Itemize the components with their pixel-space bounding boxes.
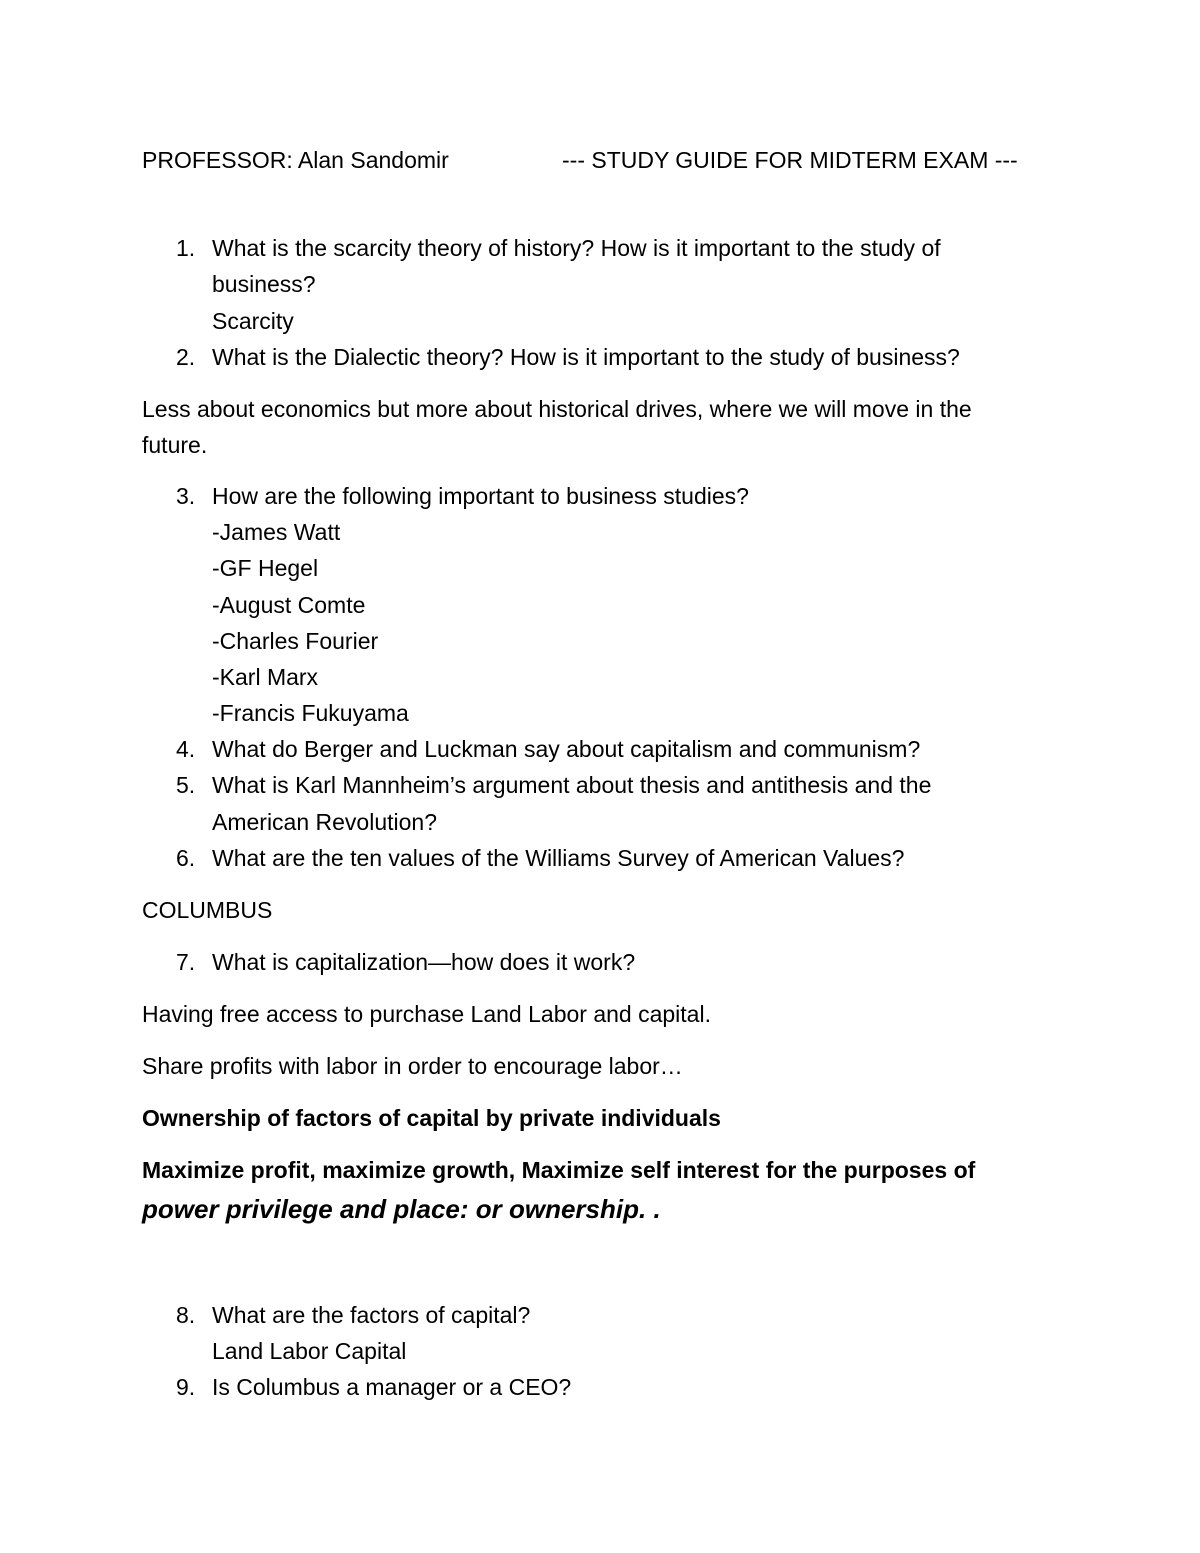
question-1-number: 1. (176, 235, 196, 261)
capitalization-note-2: Share profits with labor in order to encourage labor… (142, 1053, 683, 1079)
question-2-number: 2. (176, 344, 196, 370)
question-2-text: What is the Dialectic theory? How is it important to the study of business? (212, 344, 960, 370)
dialectic-note-line-1: Less about economics but more about historical drives, where we will move in the (142, 396, 972, 422)
question-7-text: What is capitalization—how does it work? (212, 949, 636, 975)
question-9-number: 9. (176, 1374, 196, 1400)
question-6-text: What are the ten values of the Williams Survey of American Values? (212, 845, 905, 871)
question-3-sub-item: -James Watt (212, 519, 341, 545)
dialectic-note-line-2: future. (142, 432, 208, 458)
question-1-text-cont: business? (212, 271, 316, 297)
question-4-text: What do Berger and Luckman say about capitalism and communism? (212, 736, 921, 762)
question-5-number: 5. (176, 772, 196, 798)
question-1-text: What is the scarcity theory of history? How is it important to the study of (212, 235, 941, 261)
capitalization-bold-italic-note: power privilege and place: or ownership. . (142, 1194, 661, 1224)
question-8-number: 8. (176, 1302, 196, 1328)
question-5-text-cont: American Revolution? (212, 809, 438, 835)
question-3-text: How are the following important to business studies? (212, 483, 749, 509)
section-heading-columbus: COLUMBUS (142, 897, 273, 923)
question-3-sub-item: -Charles Fourier (212, 628, 379, 654)
question-4-number: 4. (176, 736, 196, 762)
question-5-text: What is Karl Mannheim’s argument about thesis and antithesis and the (212, 772, 932, 798)
question-7-number: 7. (176, 949, 196, 975)
question-3-sub-item: -August Comte (212, 592, 366, 618)
capitalization-note-1: Having free access to purchase Land Labor and capital. (142, 1001, 711, 1027)
capitalization-bold-note-1: Ownership of factors of capital by private individuals (142, 1105, 721, 1131)
question-8-text: What are the factors of capital? (212, 1302, 531, 1328)
question-1-answer: Scarcity (212, 308, 294, 334)
question-6-number: 6. (176, 845, 196, 871)
question-3-number: 3. (176, 483, 196, 509)
question-3-sub-item: -GF Hegel (212, 555, 319, 581)
capitalization-bold-note-2: Maximize profit, maximize growth, Maximize self interest for the purposes of (142, 1157, 976, 1183)
question-9-text: Is Columbus a manager or a CEO? (212, 1374, 572, 1400)
professor-name: PROFESSOR: Alan Sandomir (142, 147, 449, 173)
question-8-answer: Land Labor Capital (212, 1338, 407, 1364)
page-title: --- STUDY GUIDE FOR MIDTERM EXAM --- (562, 147, 1018, 173)
question-3-sub-item: -Karl Marx (212, 664, 319, 690)
question-3-sub-item: -Francis Fukuyama (212, 700, 409, 726)
